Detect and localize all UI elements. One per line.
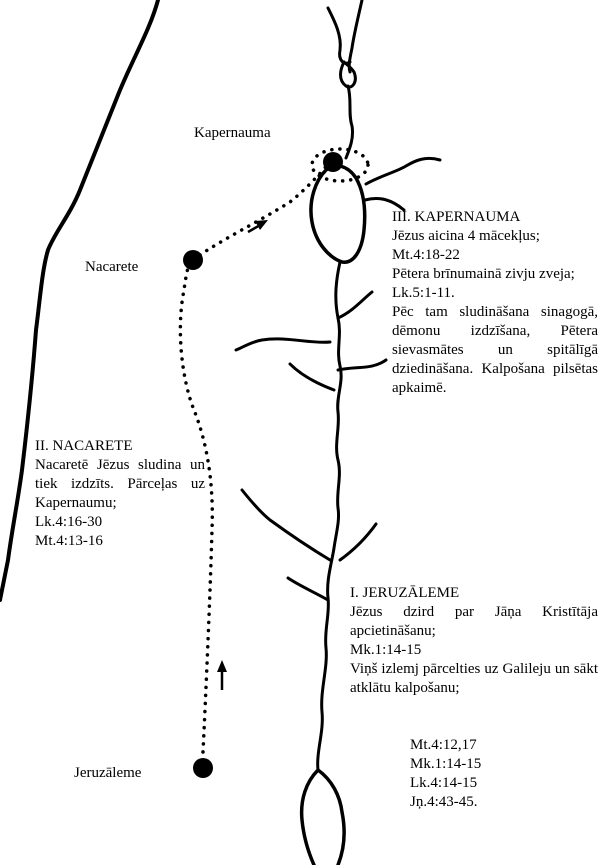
stop-nacarete [35, 437, 205, 551]
route-arrows [217, 220, 268, 690]
route-path [180, 149, 368, 752]
stop-kapernauma [392, 208, 598, 398]
stop-title: III. KAPERNAUMA [392, 209, 521, 225]
stop-line: Jēzus aicina 4 mācekļus; [392, 228, 540, 244]
stop-jeruzaleme [350, 584, 598, 698]
kapernauma-marker [323, 152, 343, 172]
stop-line: Nacaretē Jēzus sludina un tiek izdzīts. Pārceļas uz Kapernaumu; [35, 457, 205, 511]
dead-sea [302, 770, 344, 865]
stop-line: Pētera brīnumainā zivju zveja; [392, 266, 575, 282]
stop-line: Pēc tam sludināšana sinagogā, dēmonu izdzīšana, Pētera sievasmātes un spitālīgā dziedināšana. Kalpošana pilsētas apkaimē. [392, 304, 598, 396]
stop-line: Viņš izlemj pārcelties uz Galileju un sākt atklātu kalpošanu; [350, 661, 598, 696]
stop-ref: Mk.1:14-15 [410, 756, 482, 772]
stop-jeruzaleme-refs [410, 736, 530, 812]
stop-line: Jēzus dzird par Jāņa Kristītāja apcietināšanu; [350, 604, 598, 639]
stop-title: II. NACARETE [35, 438, 133, 454]
stop-ref: Mt.4:18-22 [392, 247, 460, 263]
stop-ref: Mk.1:14-15 [350, 642, 422, 658]
stop-ref: Mt.4:12,17 [410, 737, 477, 753]
stop-ref: Lk.4:14-15 [410, 775, 478, 791]
stop-title: I. JERUZĀLEME [350, 585, 460, 601]
jeruzaleme-marker [193, 758, 213, 778]
stop-ref: Lk.4:16-30 [35, 514, 103, 530]
city-label-jeruzaleme: Jeruzāleme [74, 765, 142, 781]
stop-ref: Lk.5:1-11. [392, 285, 455, 301]
stop-ref: Mt.4:13-16 [35, 533, 103, 549]
city-label-kapernauma: Kapernauma [194, 125, 271, 141]
nacarete-marker [183, 250, 203, 270]
sea-of-galilee [311, 166, 365, 262]
city-label-nacarete: Nacarete [85, 259, 139, 275]
stop-ref: Jņ.4:43-45. [410, 794, 478, 810]
